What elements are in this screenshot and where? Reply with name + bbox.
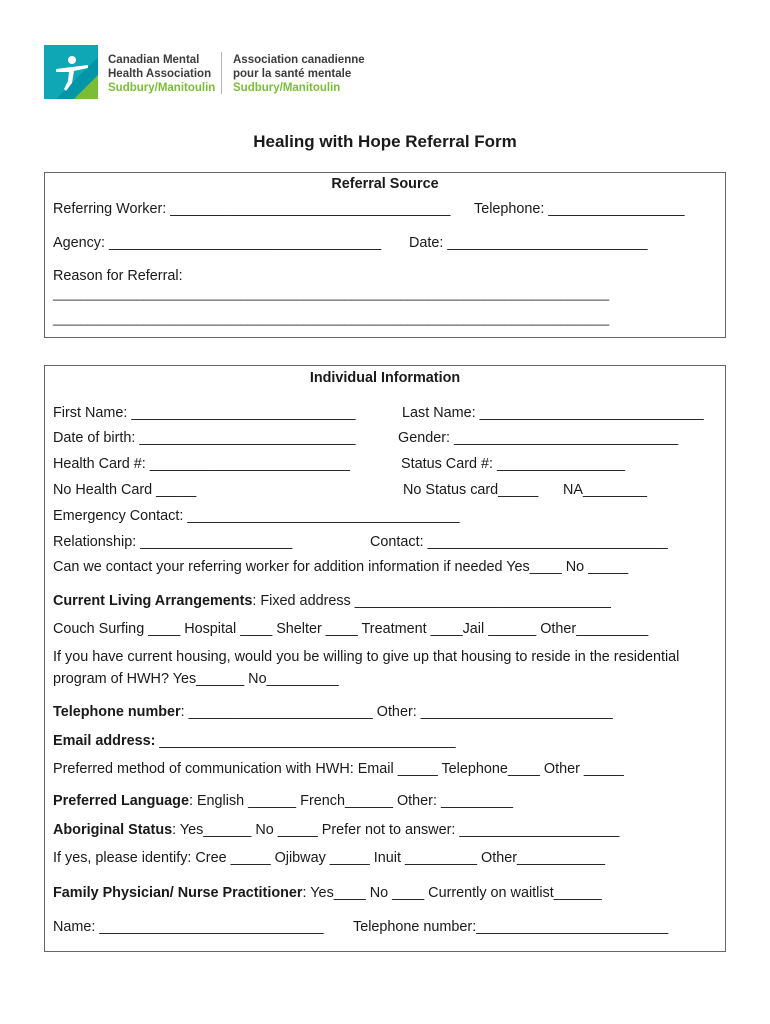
no-health-card-field[interactable]: No Health Card _____ bbox=[53, 482, 197, 498]
physician-telephone-field[interactable]: Telephone number:________________________ bbox=[353, 919, 669, 935]
reason-line-2[interactable]: ________________________________________________________________________________ bbox=[53, 312, 610, 326]
reason-line-1[interactable]: ________________________________________________________________________________ bbox=[53, 287, 610, 301]
fixed-address-field[interactable]: : Fixed address ________________________________ bbox=[252, 593, 611, 609]
living-arrangements-label: Current Living Arrangements bbox=[53, 593, 253, 609]
contact-field[interactable]: Contact: ______________________________ bbox=[370, 534, 668, 550]
physician-name-field[interactable]: Name: ____________________________ bbox=[53, 919, 324, 935]
na-field[interactable]: NA________ bbox=[563, 482, 648, 498]
identify-field[interactable]: If yes, please identify: Cree _____ Ojibway _____ Inuit _________ Other___________ bbox=[53, 850, 606, 866]
cmha-logo bbox=[44, 45, 98, 99]
housing-question-line-1: If you have current housing, would you be willing to give up that housing to reside in the residential bbox=[53, 649, 680, 665]
telephone-other-field[interactable]: : _______________________ Other: ________________________ bbox=[180, 704, 613, 720]
reason-for-referral-label: Reason for Referral: bbox=[53, 268, 183, 284]
individual-information-heading: Individual Information bbox=[309, 370, 461, 386]
date-of-birth-field[interactable]: Date of birth: ___________________________ bbox=[53, 430, 356, 446]
aboriginal-options[interactable]: : Yes______ No _____ Prefer not to answer: ____________________ bbox=[172, 822, 620, 838]
last-name-field[interactable]: Last Name: ____________________________ bbox=[402, 405, 704, 421]
email-blank[interactable]: _____________________________________ bbox=[155, 733, 456, 749]
referral-date-field[interactable]: Date: _________________________ bbox=[409, 235, 648, 251]
referral-source-heading: Referral Source bbox=[331, 176, 439, 192]
no-status-card-field[interactable]: No Status card_____ bbox=[403, 482, 539, 498]
emergency-contact-field[interactable]: Emergency Contact: __________________________________ bbox=[53, 508, 460, 524]
preferred-language-label: Preferred Language bbox=[53, 793, 189, 809]
org-name-english: Canadian Mental Health Association Sudbury/Manitoulin bbox=[108, 54, 216, 94]
email-address-label: Email address: bbox=[53, 733, 156, 749]
gender-field[interactable]: Gender: ____________________________ bbox=[398, 430, 679, 446]
physician-options[interactable]: : Yes____ No ____ Currently on waitlist______ bbox=[302, 885, 602, 901]
aboriginal-status-label: Aboriginal Status bbox=[53, 822, 173, 838]
aboriginal-status-field[interactable] bbox=[53, 821, 619, 839]
language-options[interactable]: : English ______ French______ Other: _________ bbox=[188, 793, 513, 809]
living-options-field[interactable]: Couch Surfing ____ Hospital ____ Shelter ____ Treatment ____Jail ______ Other_________ bbox=[53, 621, 649, 637]
status-card-field[interactable]: Status Card #: ________________ bbox=[401, 456, 626, 472]
housing-question-line-2[interactable]: program of HWH? Yes______ No_________ bbox=[53, 671, 339, 687]
contact-referring-worker-field[interactable]: Can we contact your referring worker for addition information if needed Yes____ No _____ bbox=[53, 559, 629, 575]
telephone-number-label: Telephone number bbox=[53, 704, 181, 720]
family-physician-label: Family Physician/ Nurse Practitioner bbox=[53, 885, 303, 901]
form-title: Healing with Hope Referral Form bbox=[253, 132, 517, 151]
org-name-french: Association canadienne pour la santé mentale Sudbury/Manitoulin bbox=[233, 54, 365, 94]
email-address-field[interactable] bbox=[53, 732, 456, 750]
health-card-field[interactable]: Health Card #: _________________________ bbox=[53, 456, 350, 472]
first-name-field[interactable]: First Name: ____________________________ bbox=[53, 405, 356, 421]
family-physician-field[interactable] bbox=[53, 884, 602, 902]
agency-field[interactable]: Agency: __________________________________ bbox=[53, 235, 382, 251]
logo-divider bbox=[221, 52, 222, 94]
referring-worker-field[interactable]: Referring Worker: ___________________________________ bbox=[53, 201, 451, 217]
referral-telephone-field[interactable]: Telephone: _________________ bbox=[474, 201, 685, 217]
telephone-number-field[interactable] bbox=[53, 703, 613, 721]
relationship-field[interactable]: Relationship: ___________________ bbox=[53, 534, 293, 550]
preferred-communication-field[interactable]: Preferred method of communication with HWH: Email _____ Telephone____ Other _____ bbox=[53, 761, 624, 777]
preferred-language-field[interactable] bbox=[53, 792, 513, 810]
living-arrangements-field[interactable] bbox=[53, 592, 611, 610]
